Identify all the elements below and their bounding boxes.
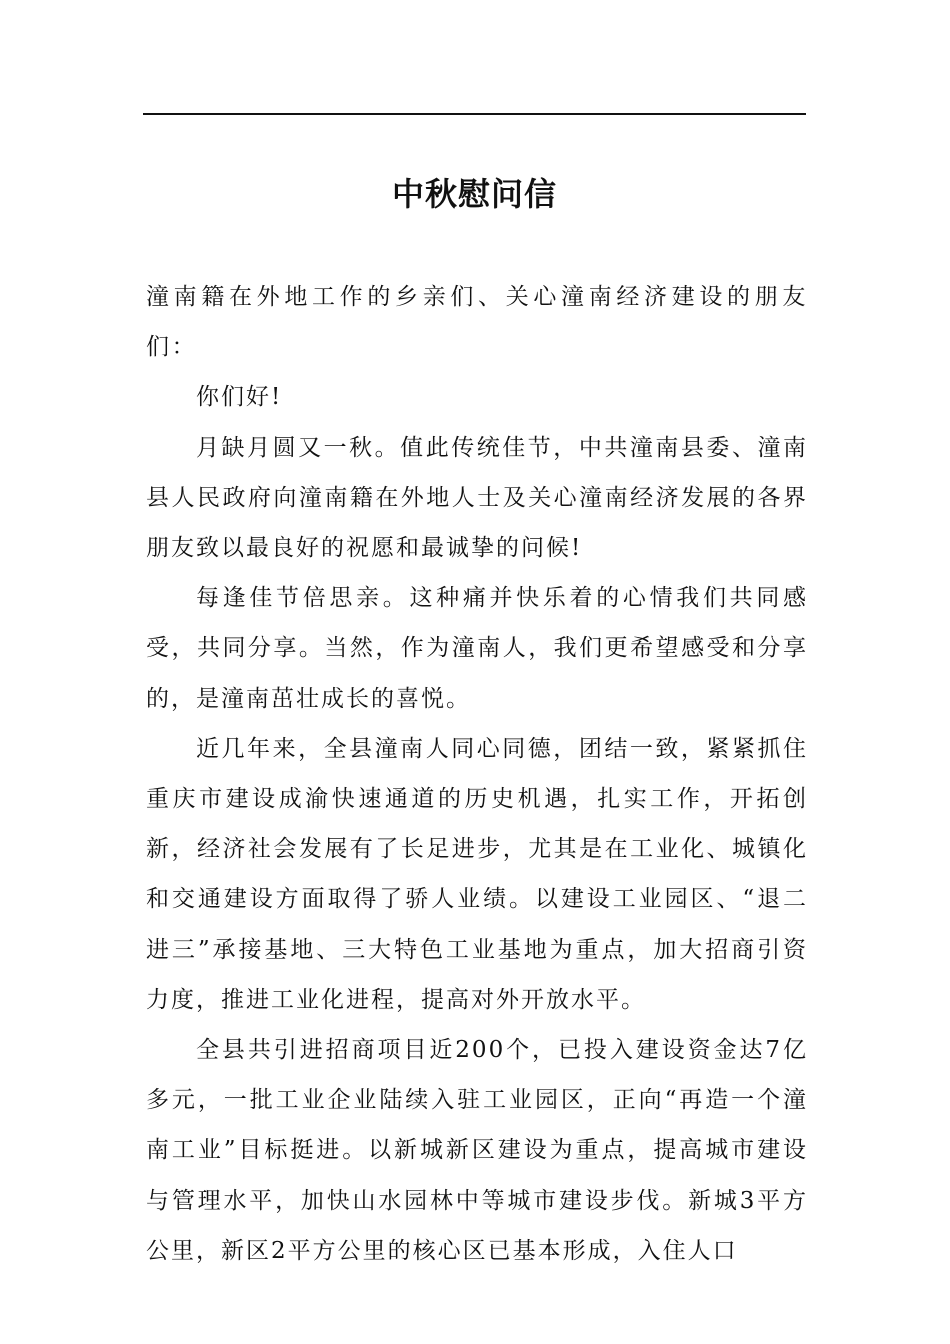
letter-body bbox=[146, 272, 808, 1276]
paragraph: 每逢佳节倍思亲。这种痛并快乐着的心情我们共同感受，共同分享。当然，作为潼南人，我们更希望感受和分享的，是潼南茁壮成长的喜悦。 bbox=[146, 585, 808, 712]
greeting: 你们好! bbox=[196, 384, 283, 411]
paragraph: 全县共引进招商项目近200个，已投入建设资金达7亿多元，一批工业企业陆续入驻工业园区，正向“再造一个潼南工业”目标挺进。以新城新区建设为重点，提高城市建设与管理水平，加快山水园林中等城市建设步伐。新城3平方公里，新区2平方公里的核心区已基本形成，入住人口 bbox=[146, 1037, 808, 1264]
paragraph: 近几年来，全县潼南人同心同德，团结一致，紧紧抓住重庆市建设成渝快速通道的历史机遇，扎实工作，开拓创新，经济社会发展有了长足进步，尤其是在工业化、城镇化和交通建设方面取得了骄人业绩。以建设工业园区、“退二进三”承接基地、三大特色工业基地为重点，加大招商引资力度，推进工业化进程，提高对外开放水平。 bbox=[146, 735, 808, 1013]
paragraph: 月缺月圆又一秋。值此传统佳节，中共潼南县委、潼南县人民政府向潼南籍在外地人士及关心潼南经济发展的各界朋友致以最良好的祝愿和最诚挚的问候! bbox=[146, 434, 808, 562]
header-rule bbox=[143, 113, 806, 115]
salutation: 潼南籍在外地工作的乡亲们、关心潼南经济建设的朋友们： bbox=[146, 284, 808, 361]
document-title: 中秋慰问信 bbox=[391, 175, 557, 213]
